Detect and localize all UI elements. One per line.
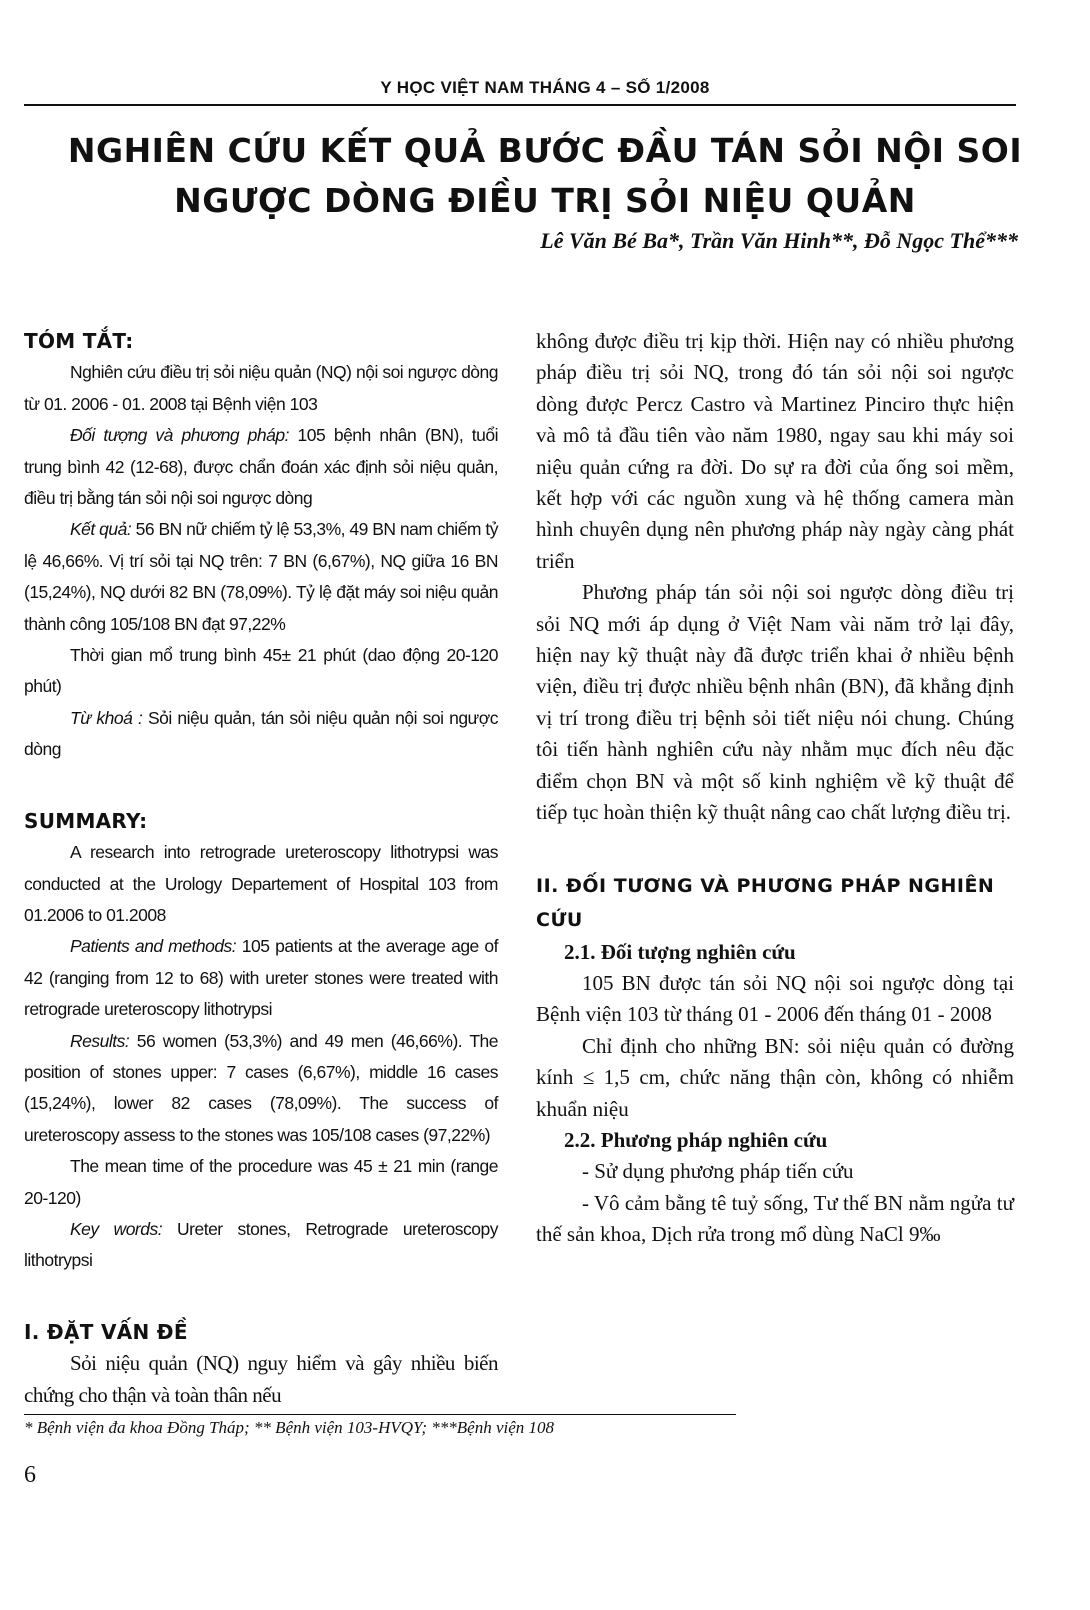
- tomtat-paragraph: Thời gian mổ trung bình 45± 21 phút (dao động 20-120 phút): [24, 645, 498, 697]
- summary-text: 105 patients at the average age of 42 (ranging from 12 to 68) with ureter stones were treated with retrograde ureteroscopy lithotrypsi: [24, 936, 499, 1020]
- section1-paragraph: Phương pháp tán sỏi nội soi ngược dòng điều trị sỏi NQ mới áp dụng ở Việt Nam vài năm trở lại đây, hiện nay kỹ thuật này đã được triển khai ở nhiều bệnh viện, điều trị được nhiều bệnh nhân (BN), đã khẳng định vị trí trong điều trị bệnh sỏi tiết niệu nói chung. Chúng tôi tiến hành nghiên cứu này nhằm mục đích nêu đặc điểm chọn BN và một số kinh nghiệm về kỹ thuật để tiếp tục hoàn thiện kỹ thuật nâng cao chất lượng điều trị.: [536, 580, 1014, 825]
- article-title: [0, 126, 1090, 226]
- summary-paragraph: [24, 1026, 498, 1152]
- tomtat-text: 105 bệnh nhân (BN), tuổi trung bình 42 (12-68), được chẩn đoán xác định sỏi niệu quản, điều trị bằng tán sỏi nội soi ngược dòng: [24, 425, 498, 509]
- tomtat-heading: TÓM TẮT:: [24, 329, 134, 353]
- footnote: * Bệnh viện đa khoa Đồng Tháp; ** Bệnh viện 103-HVQY; ***Bệnh viện 108: [24, 1418, 555, 1437]
- tomtat-paragraph: Nghiên cứu điều trị sỏi niệu quản (NQ) nội soi ngược dòng từ 01. 2006 - 01. 2008 tại Bệnh viện 103: [24, 362, 498, 414]
- title-line-2: NGƯỢC DÒNG ĐIỀU TRỊ SỎI NIỆU QUẢN: [174, 181, 916, 220]
- summary-label: Results:: [70, 1030, 130, 1051]
- tomtat-label: Từ khoá :: [70, 707, 143, 728]
- summary-paragraph: A research into retrograde ureteroscopy lithotrypsi was conducted at the Urology Departement of Hospital 103 from 01.2006 to 01.2008: [24, 842, 498, 925]
- section1-paragraph-continued: không được điều trị kịp thời. Hiện nay có nhiều phương pháp điều trị sỏi NQ, trong đó tán sỏi nội soi ngược dòng được Percz Castro và Martinez Pinciro thực hiện và mô tả đầu tiên vào năm 1980, ngay sau khi máy soi niệu quản cứng ra đời. Do sự ra đời của ống soi mềm, kết hợp với các nguồn xung và hệ thống camera màn hình chuyên dụng nên phương pháp này ngày càng phát triển: [536, 329, 1014, 573]
- page-number: 6: [24, 1462, 36, 1488]
- summary-paragraph: The mean time of the procedure was 45 ± 21 min (range 20-120): [24, 1156, 498, 1208]
- section2-paragraph: - Vô cảm bằng tê tuỷ sống, Tư thế BN nằm ngửa tư thế sản khoa, Dịch rửa trong mổ dùng NaCl 9‰: [536, 1190, 1014, 1247]
- section2-heading: II. ĐỐI TƯƠNG VÀ PHƯƠNG PHÁP NGHIÊN CỨU: [536, 874, 995, 931]
- summary-text: Ureter stones, Retrograde ureteroscopy lithotrypsi: [24, 1218, 498, 1271]
- tomtat-label: Đối tượng và phương pháp:: [70, 425, 289, 446]
- section2-paragraph: 105 BN được tán sỏi NQ nội soi ngược dòng tại Bệnh viện 103 từ tháng 01 - 2006 đến tháng 01 - 2008: [536, 970, 1014, 1027]
- authors: Lê Văn Bé Ba*, Trần Văn Hinh**, Đỗ Ngọc Thể***: [540, 228, 1018, 253]
- title-line-1: NGHIÊN CỨU KẾT QUẢ BƯỚC ĐẦU TÁN SỎI NỘI SOI: [67, 131, 1023, 170]
- journal-header: Y HỌC VIỆT NAM THÁNG 4 – SỐ 1/2008: [380, 78, 710, 97]
- summary-heading: SUMMARY:: [24, 808, 148, 833]
- tomtat-paragraph: [24, 703, 498, 766]
- tomtat-paragraph: [24, 420, 498, 514]
- footnote-rule: [24, 1414, 736, 1415]
- summary-paragraph: [24, 931, 498, 1025]
- summary-paragraph: [24, 1214, 498, 1277]
- section1-heading: I. ĐẶT VẤN ĐỀ: [24, 1319, 188, 1344]
- header-rule: [24, 104, 1016, 106]
- subsection-heading: 2.2. Phương pháp nghiên cứu: [564, 1127, 828, 1152]
- tomtat-paragraph: [24, 514, 498, 640]
- section1-paragraph-start: Sỏi niệu quản (NQ) nguy hiểm và gây nhiều biến chứng cho thận và toàn thân nếu: [24, 1351, 498, 1407]
- summary-label: Key words:: [70, 1218, 163, 1239]
- tomtat-text: 56 BN nữ chiếm tỷ lệ 53,3%, 49 BN nam chiếm tỷ lệ 46,66%. Vị trí sỏi tại NQ trên: 7 BN (6,67%), NQ giữa 16 BN (15,24%), NQ dưới 82 BN (78,09%). Tỷ lệ đặt máy soi niệu quản thành công 105/108 BN đạt 97,22%: [24, 519, 498, 634]
- section2-paragraph: Chỉ định cho những BN: sỏi niệu quản có đường kính ≤ 1,5 cm, chức năng thận còn, không có nhiễm khuẩn niệu: [536, 1033, 1014, 1121]
- summary-text: 56 women (53,3%) and 49 men (46,66%). The position of stones upper: 7 cases (6,67%), middle 16 cases (15,24%), lower 82 cases (78,09%). The success of ureteroscopy assess to the stones was 105/108 cases (97,22%): [24, 1030, 498, 1145]
- tomtat-text: Sỏi niệu quản, tán sỏi niệu quản nội soi ngược dòng: [24, 707, 498, 760]
- left-column: [24, 326, 498, 1411]
- right-column: [536, 326, 1014, 1251]
- summary-label: Patients and methods:: [70, 936, 237, 957]
- section2-paragraph: - Sử dụng phương pháp tiến cứu: [582, 1159, 854, 1184]
- tomtat-label: Kết quả:: [70, 519, 132, 540]
- subsection-heading: 2.1. Đối tượng nghiên cứu: [564, 939, 796, 964]
